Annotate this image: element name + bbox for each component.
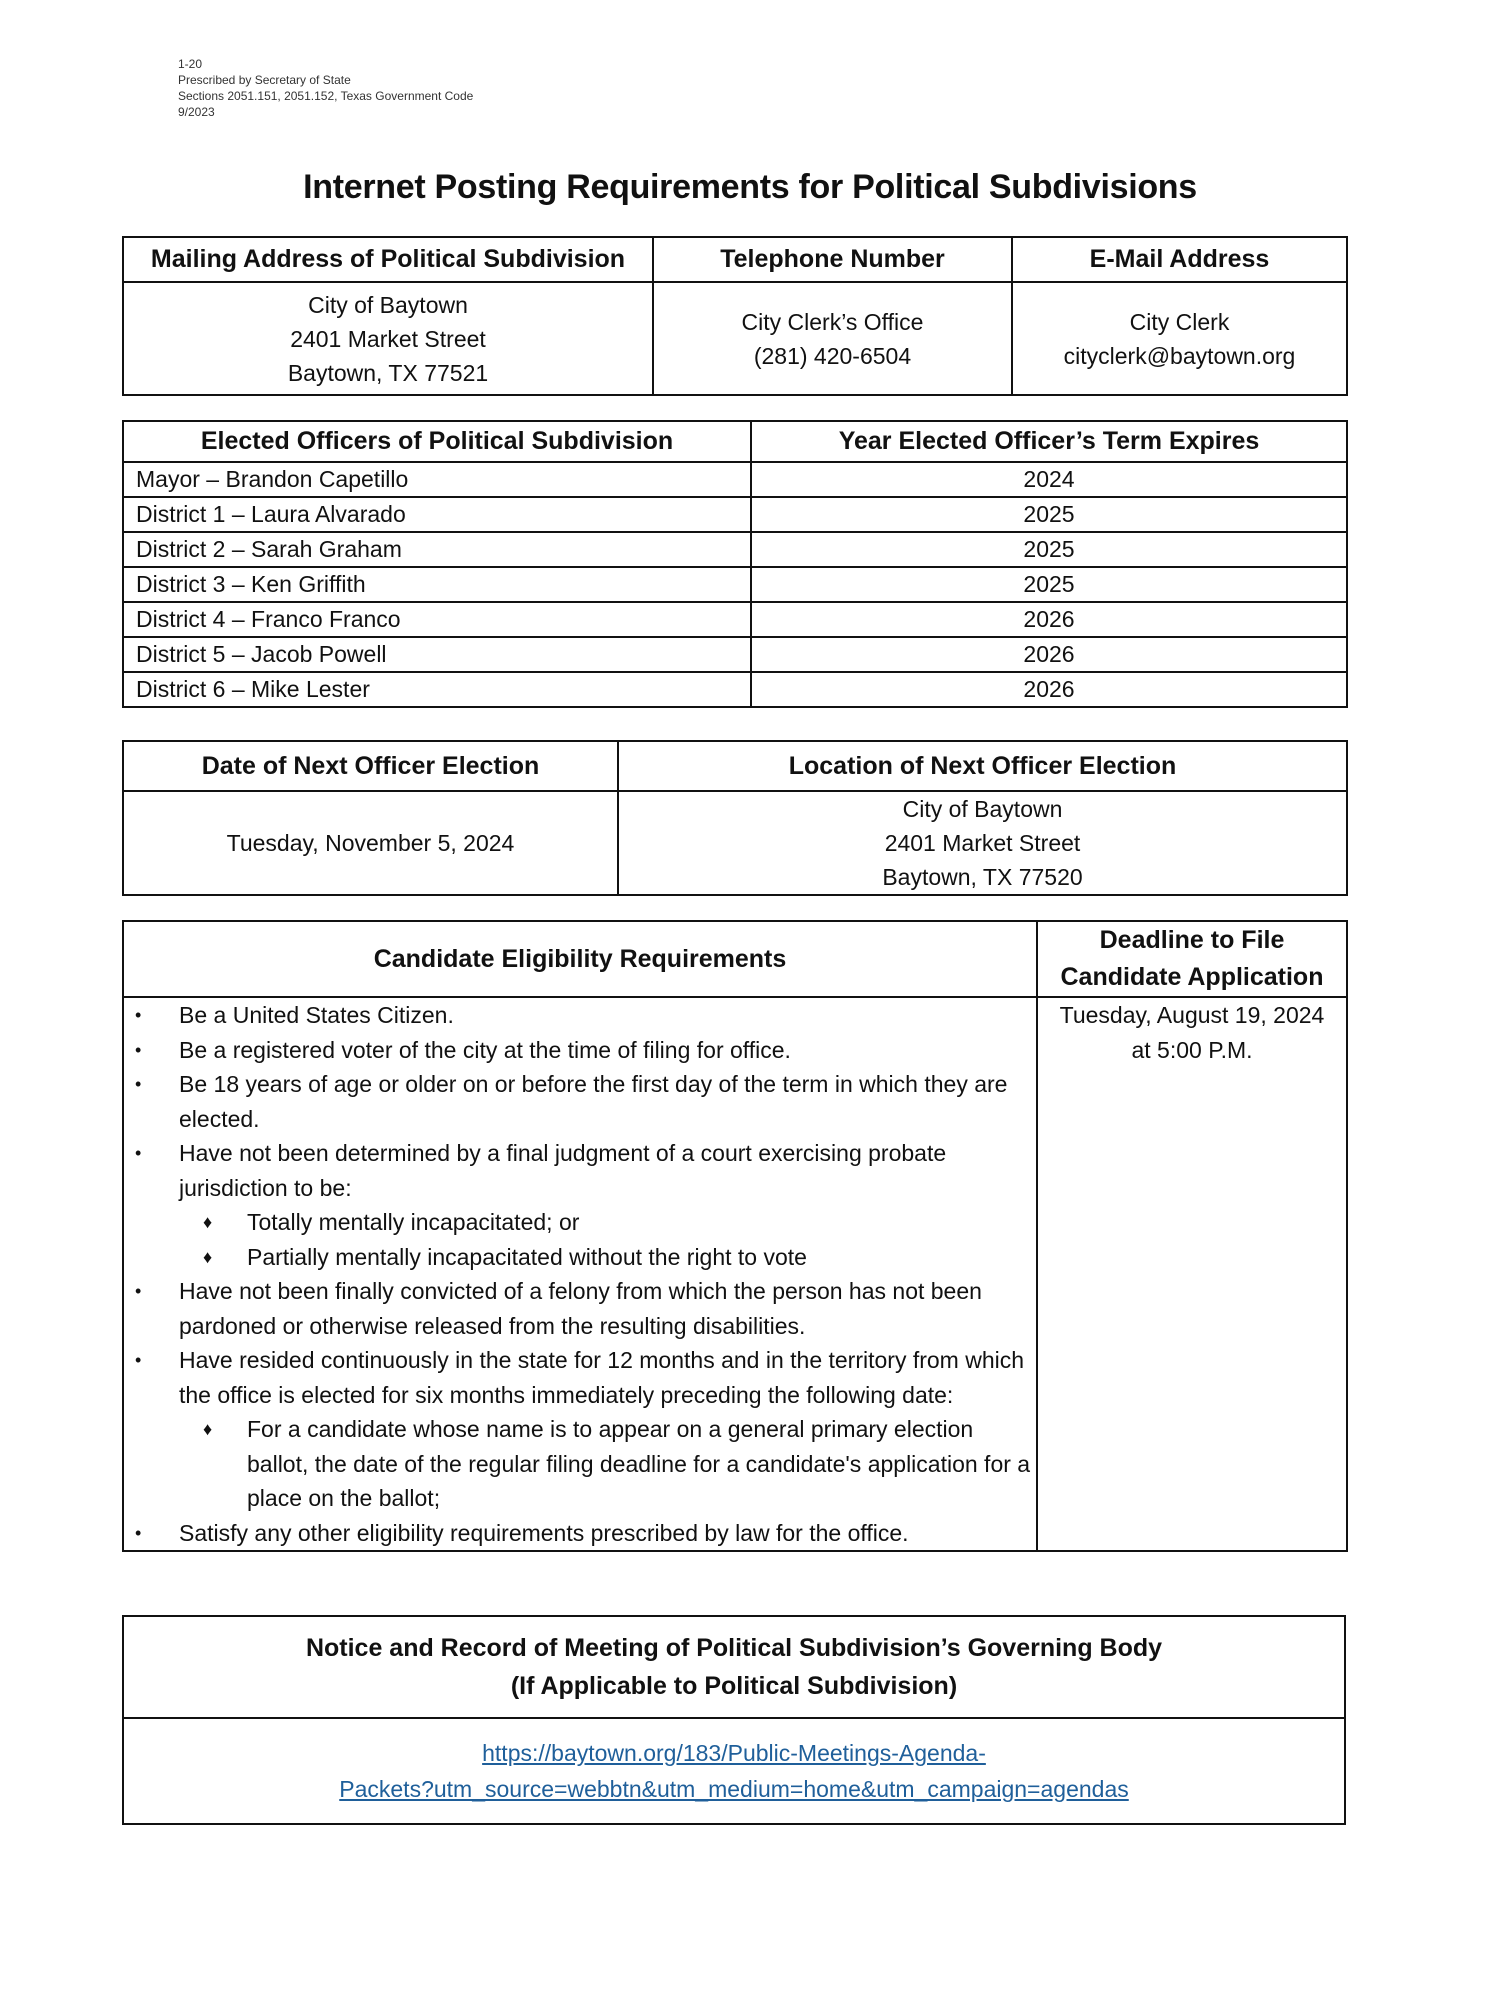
table-row — [123, 602, 1347, 637]
notice-link-cell — [123, 1718, 1345, 1824]
sub-list-item — [124, 1205, 1036, 1240]
form-meta — [178, 56, 473, 120]
table-row — [123, 497, 1347, 532]
requirement-text: Have resided continuously in the state for 12 months and in the territory from which the office is elected for six months immediately preceding the following date: — [179, 1347, 1025, 1408]
location-line: 2401 Market Street — [884, 830, 1081, 856]
election-location-cell — [618, 791, 1347, 895]
notice-header-subline: (If Applicable to Political Subdivision) — [510, 1672, 958, 1700]
deadline-time: at 5:00 P.M. — [1131, 1036, 1253, 1063]
officer-name: District 3 – Ken Griffith — [123, 567, 751, 602]
term-year: 2025 — [751, 497, 1347, 532]
eligibility-table — [122, 920, 1348, 1552]
list-item — [124, 1033, 1036, 1068]
bullet-icon: • — [135, 1005, 142, 1025]
telephone-office: City Clerk’s Office — [741, 308, 924, 335]
officer-name: District 1 – Laura Alvarado — [123, 497, 751, 532]
header-email: E-Mail Address — [1012, 237, 1347, 282]
requirement-text: Be 18 years of age or older on or before the first day of the term in which they are elected. — [179, 1071, 1008, 1132]
officer-name: District 4 – Franco Franco — [123, 602, 751, 637]
address-line: City of Baytown — [308, 291, 468, 318]
election-table — [122, 740, 1348, 896]
list-item — [124, 1274, 1036, 1343]
sub-requirement-text: Partially mentally incapacitated without the right to vote — [247, 1243, 807, 1270]
bullet-icon: • — [135, 1522, 142, 1543]
list-item — [124, 1067, 1036, 1136]
deadline-header-line: Candidate Application — [1060, 963, 1324, 991]
sub-requirement-text: Totally mentally incapacitated; or — [247, 1209, 580, 1235]
term-year: 2025 — [751, 532, 1347, 567]
header-telephone: Telephone Number — [653, 237, 1012, 282]
list-item — [124, 1343, 1036, 1412]
bullet-icon: • — [135, 1074, 142, 1094]
officer-name: District 6 – Mike Lester — [123, 672, 751, 707]
requirement-text: Be a United States Citizen. — [179, 1002, 454, 1028]
eligibility-list — [124, 1274, 1036, 1412]
table-row — [123, 532, 1347, 567]
meetings-agenda-link[interactable] — [339, 1740, 1129, 1802]
header-term-expires: Year Elected Officer’s Term Expires — [751, 421, 1347, 462]
header-election-date: Date of Next Officer Election — [123, 741, 618, 791]
notice-table — [122, 1615, 1346, 1825]
address-line: Baytown, TX 77521 — [287, 359, 489, 386]
term-year: 2026 — [751, 602, 1347, 637]
header-elected-officers: Elected Officers of Political Subdivision — [123, 421, 751, 462]
sub-requirement-text: For a candidate whose name is to appear on a general primary election ballot, the date of the regular filing deadline for a candidate's application for a place on the ballot; — [247, 1416, 1031, 1511]
diamond-bullet-icon: ♦ — [203, 1212, 213, 1232]
bullet-icon: • — [135, 1281, 142, 1301]
email-contact: City Clerk — [1129, 308, 1230, 335]
form-date: 9/2023 — [178, 105, 215, 119]
list-item — [124, 998, 1036, 1033]
deadline-cell — [1037, 997, 1347, 1551]
page-title: Internet Posting Requirements for Political Subdivisions — [303, 168, 1197, 206]
prescribed-by: Prescribed by Secretary of State — [178, 73, 351, 87]
officer-name: Mayor – Brandon Capetillo — [123, 462, 751, 497]
header-election-location: Location of Next Officer Election — [618, 741, 1347, 791]
email-cell — [1012, 282, 1347, 395]
link-line[interactable]: Packets?utm_source=webbtn&utm_medium=home&utm_campaign=agendas — [339, 1776, 1129, 1802]
sub-list — [124, 1205, 1036, 1274]
table-row — [123, 672, 1347, 707]
statute-sections: Sections 2051.151, 2051.152, Texas Government Code — [178, 89, 474, 103]
mailing-address-cell — [123, 282, 653, 395]
sub-list — [124, 1412, 1036, 1516]
telephone-number: (281) 420-6504 — [753, 342, 912, 369]
form-number: 1-20 — [178, 57, 203, 71]
requirement-text: Be a registered voter of the city at the time of filing for office. — [179, 1036, 791, 1063]
deadline-date: Tuesday, August 19, 2024 — [1059, 1002, 1325, 1028]
term-year: 2025 — [751, 567, 1347, 602]
table-row — [123, 567, 1347, 602]
diamond-bullet-icon: ♦ — [203, 1246, 213, 1267]
eligibility-list-cell — [123, 997, 1037, 1551]
notice-header-line: Notice and Record of Meeting of Political Subdivision’s Governing Body — [305, 1634, 1163, 1662]
bullet-icon: • — [135, 1039, 142, 1060]
requirement-text: Have not been determined by a final judgment of a court exercising probate jurisdiction to be: — [179, 1140, 947, 1201]
bullet-icon: • — [135, 1350, 142, 1370]
header-deadline — [1037, 921, 1347, 997]
requirement-text: Have not been finally convicted of a felony from which the person has not been pardoned or otherwise released from the resulting disabilities. — [179, 1278, 982, 1339]
list-item — [124, 1516, 1036, 1551]
sub-list-item — [124, 1412, 1036, 1516]
term-year: 2026 — [751, 672, 1347, 707]
contact-table — [122, 236, 1348, 396]
diamond-bullet-icon: ♦ — [203, 1419, 213, 1439]
list-item — [124, 1136, 1036, 1205]
officer-name: District 5 – Jacob Powell — [123, 637, 751, 672]
officer-name: District 2 – Sarah Graham — [123, 532, 751, 567]
header-notice — [123, 1616, 1345, 1718]
address-line: 2401 Market Street — [290, 325, 486, 352]
email-address: cityclerk@baytown.org — [1063, 342, 1296, 369]
header-eligibility: Candidate Eligibility Requirements — [123, 921, 1037, 997]
term-year: 2024 — [751, 462, 1347, 497]
header-mailing-address: Mailing Address of Political Subdivision — [123, 237, 653, 282]
table-row — [123, 462, 1347, 497]
link-line[interactable]: https://baytown.org/183/Public-Meetings-Agenda- — [482, 1740, 986, 1766]
eligibility-list — [124, 1516, 1036, 1551]
term-year: 2026 — [751, 637, 1347, 672]
deadline-header-line: Deadline to File — [1099, 926, 1285, 954]
election-date: Tuesday, November 5, 2024 — [123, 791, 618, 895]
requirement-text: Satisfy any other eligibility requirements prescribed by law for the office. — [179, 1519, 909, 1546]
eligibility-list — [124, 998, 1036, 1205]
telephone-cell — [653, 282, 1012, 395]
location-line: City of Baytown — [902, 796, 1063, 822]
table-row — [123, 637, 1347, 672]
location-line: Baytown, TX 77520 — [882, 864, 1083, 890]
bullet-icon: • — [135, 1143, 142, 1163]
officers-table — [122, 420, 1348, 708]
sub-list-item — [124, 1240, 1036, 1275]
